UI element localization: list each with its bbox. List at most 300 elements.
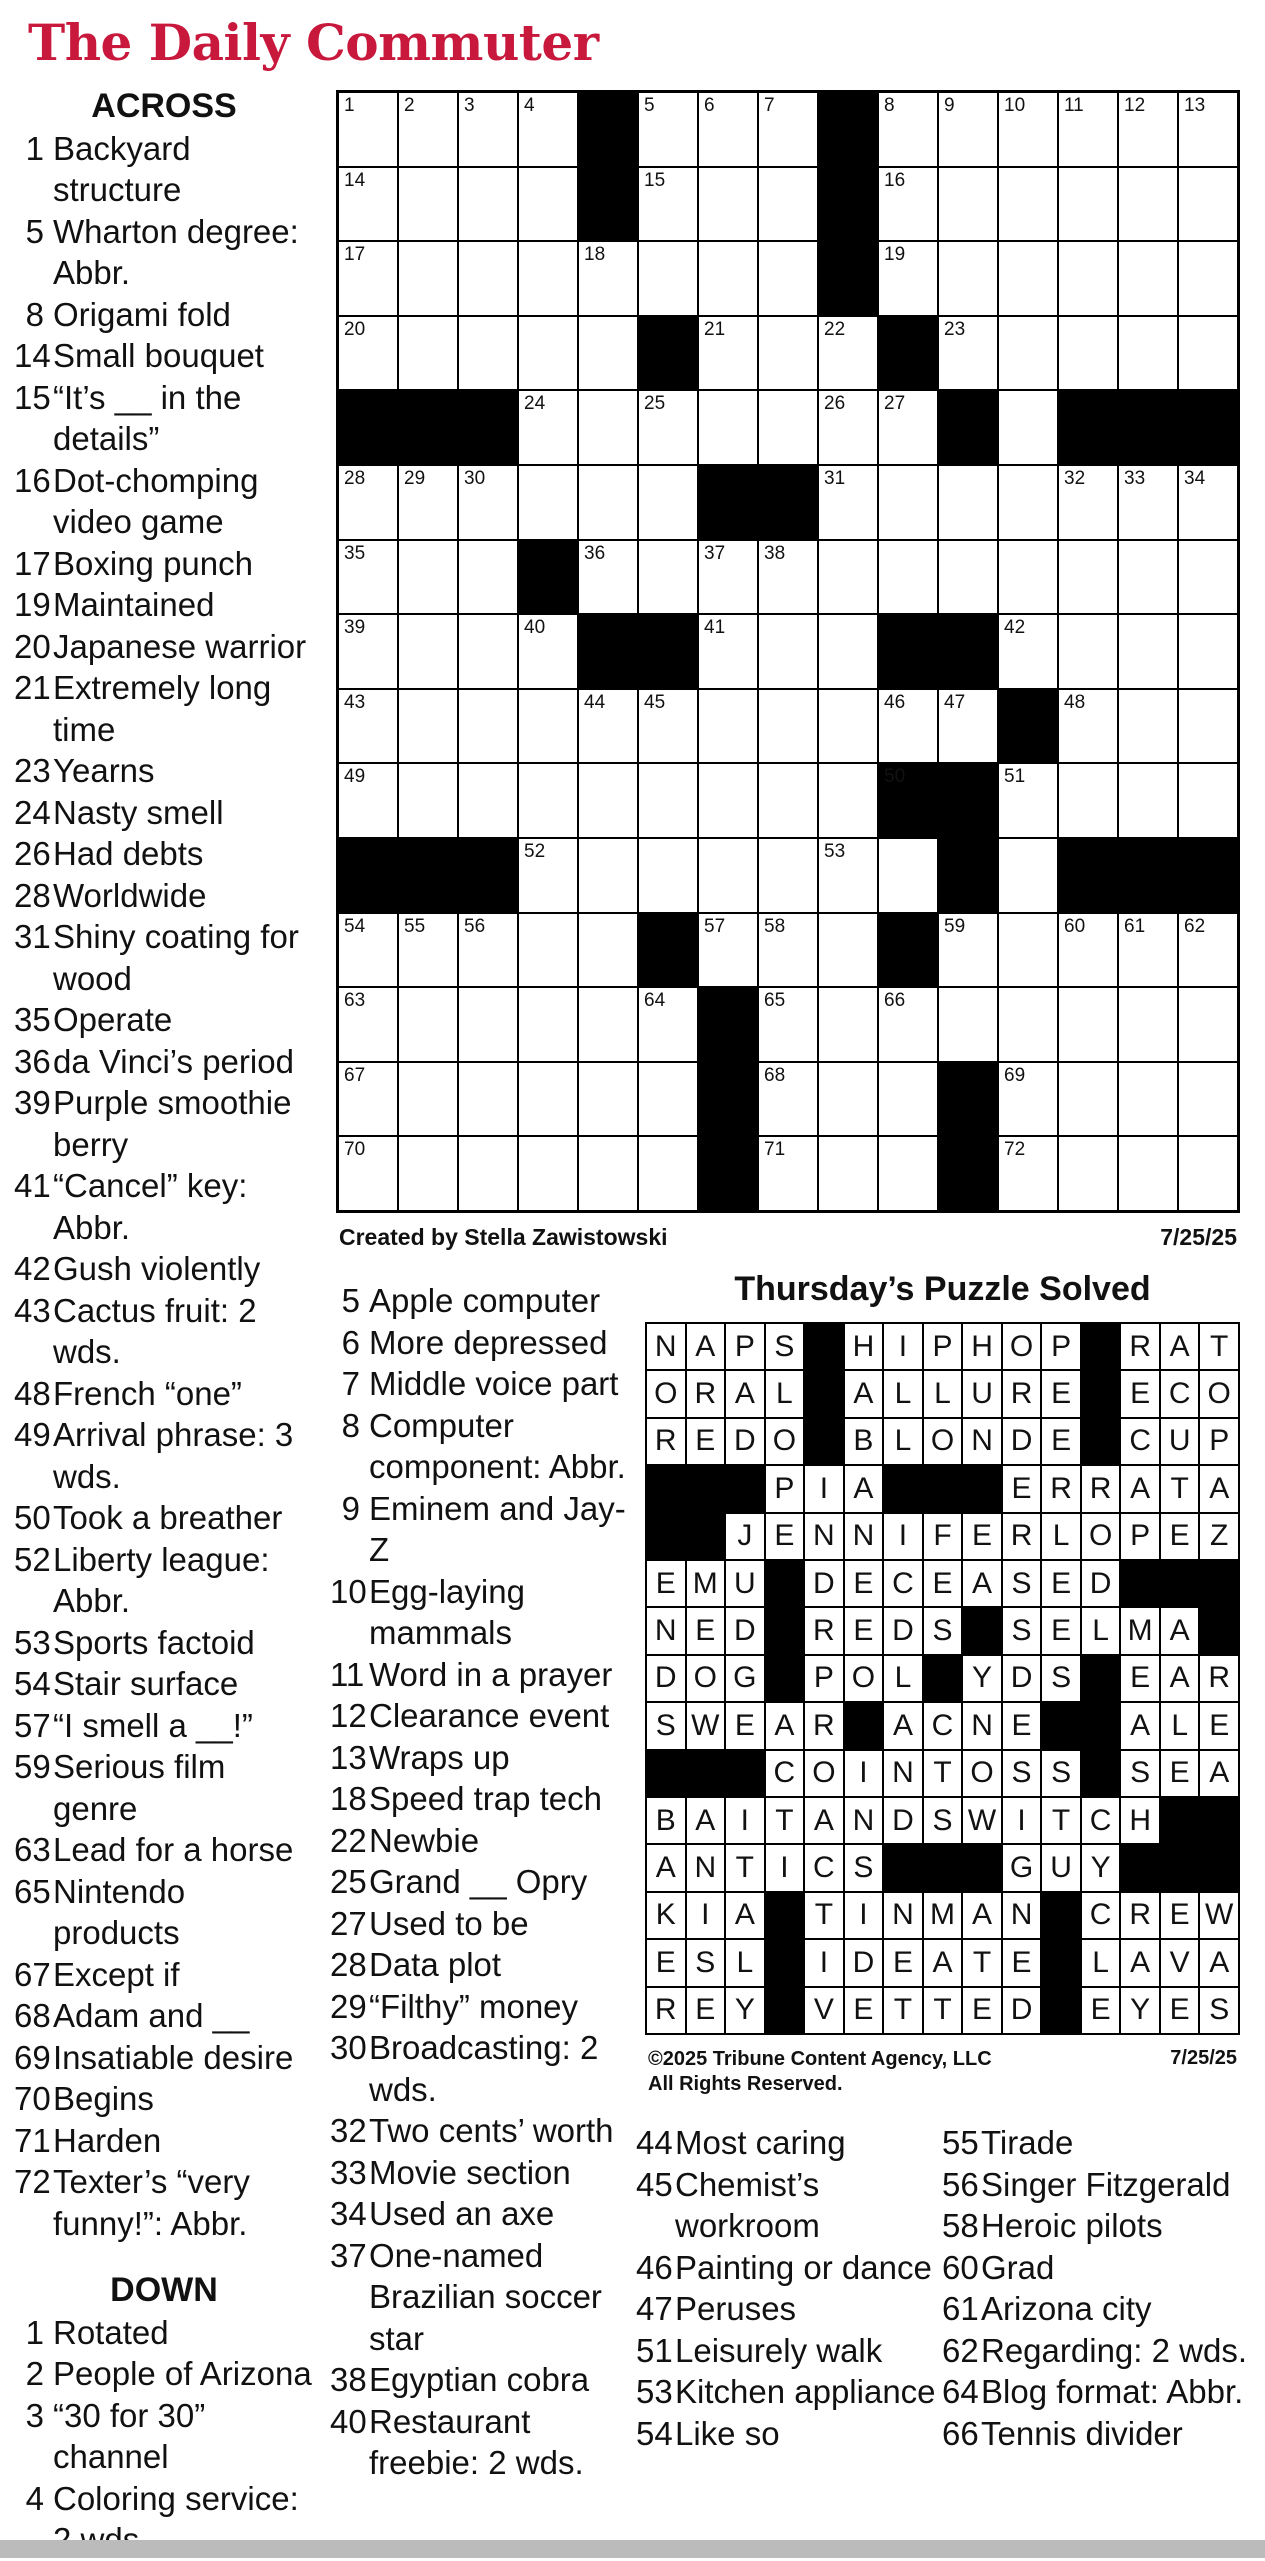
clue-across-20 [14,626,314,668]
grid-cell[interactable] [759,690,817,763]
grid-cell[interactable] [1059,914,1117,987]
grid-cell[interactable] [759,242,817,315]
clue-number: 43 [14,1291,51,1329]
grid-cell[interactable] [579,690,637,763]
clue-number: 36 [14,1042,51,1080]
grid-cell[interactable] [1059,988,1117,1061]
grid-cell[interactable] [819,466,877,539]
grid-cell[interactable] [1059,1063,1117,1136]
cell-number: 47 [944,691,966,713]
grid-cell[interactable] [519,615,577,688]
grid-cell[interactable] [579,466,637,539]
grid-cell[interactable] [399,242,457,315]
grid-cell[interactable] [759,168,817,241]
grid-cell[interactable] [339,93,397,166]
grid-cell[interactable] [699,391,757,464]
grid-cell[interactable] [519,168,577,241]
cell-number: 59 [944,915,966,937]
grid-cell[interactable] [1059,615,1117,688]
grid-cell[interactable] [1059,541,1117,614]
grid-cell[interactable] [1059,168,1117,241]
grid-cell[interactable] [339,764,397,837]
grid-cell[interactable] [759,317,817,390]
solution-letter: A [687,1798,725,1843]
grid-cell[interactable] [879,168,937,241]
clue-text: Arrival phrase: 3 wds. [53,1416,294,1495]
grid-cell[interactable] [339,690,397,763]
grid-cell[interactable] [939,466,997,539]
grid-cell[interactable] [879,242,937,315]
solution-letter: L [884,1371,922,1416]
solution-letter: E [1161,1893,1199,1938]
solution-letter: E [963,1988,1001,2033]
grid-cell[interactable] [339,466,397,539]
grid-cell[interactable] [819,839,877,912]
grid-cell[interactable] [519,391,577,464]
grid-cell[interactable] [1119,242,1177,315]
grid-cell[interactable] [639,1063,697,1136]
solution-letter: A [726,1371,764,1416]
grid-cell[interactable] [879,1137,937,1210]
clue-number: 44 [636,2124,673,2161]
solution-letter: P [1200,1419,1238,1464]
grid-cell[interactable] [999,839,1057,912]
grid-cell[interactable] [519,1063,577,1136]
grid-cell[interactable] [879,1063,937,1136]
grid-cell[interactable] [459,466,517,539]
clue-text: People of Arizona [53,2355,312,2392]
solution-letter: N [963,1419,1001,1464]
grid-cell[interactable] [1059,93,1117,166]
grid-cell[interactable] [519,764,577,837]
solution-letter: T [1161,1466,1199,1511]
grid-cell[interactable] [639,839,697,912]
cell-number: 12 [1124,95,1146,116]
clue-text: Serious film genre [53,1748,226,1827]
solution-letter: L [766,1371,804,1416]
grid-cell[interactable] [399,168,457,241]
clue-text: Cactus fruit: 2 wds. [53,1291,257,1370]
grid-cell[interactable] [939,988,997,1061]
grid-cell[interactable] [579,764,637,837]
grid-cell[interactable] [519,914,577,987]
grid-cell[interactable] [819,690,877,763]
grid-cell[interactable] [699,541,757,614]
grid-cell[interactable] [1119,466,1177,539]
grid-cell[interactable] [999,988,1057,1061]
grid-cell[interactable] [939,242,997,315]
grid-cell[interactable] [999,93,1057,166]
grid-cell[interactable] [1179,317,1237,390]
solution-block [687,1466,725,1511]
cell-number: 19 [884,244,906,266]
grid-cell[interactable] [639,168,697,241]
grid-cell[interactable] [939,914,997,987]
grid-cell[interactable] [819,391,877,464]
grid-cell[interactable] [579,541,637,614]
solution-letter: E [1042,1371,1080,1416]
grid-cell[interactable] [1179,466,1237,539]
grid-cell[interactable] [639,1137,697,1210]
solution-letter: I [1003,1798,1041,1843]
grid-cell[interactable] [699,168,757,241]
solution-letter: B [845,1419,883,1464]
grid-cell[interactable] [1059,690,1117,763]
solution-block [766,1656,804,1701]
cell-number: 36 [584,542,606,564]
grid-cell[interactable] [999,317,1057,390]
clue-number: 7 [341,1365,360,1402]
grid-cell[interactable] [879,988,937,1061]
grid-block [579,615,637,688]
grid-cell[interactable] [759,615,817,688]
grid-cell[interactable] [999,764,1057,837]
cell-number: 53 [824,840,846,862]
grid-cell[interactable] [759,839,817,912]
grid-cell[interactable] [399,615,457,688]
clue-text: Blog format: Abbr. [981,2373,1244,2410]
grid-cell[interactable] [1179,168,1237,241]
clue-number: 53 [14,1623,51,1661]
grid-cell[interactable] [1179,93,1237,166]
clue-number: 31 [14,918,51,955]
grid-cell[interactable] [1119,1137,1177,1210]
solution-letter: F [924,1514,962,1559]
grid-cell[interactable] [999,541,1057,614]
clue-down_col2-12 [330,1695,630,1737]
grid-cell[interactable] [699,242,757,315]
grid-cell[interactable] [999,466,1057,539]
grid-cell[interactable] [1059,1137,1117,1210]
grid-cell[interactable] [759,988,817,1061]
grid-cell[interactable] [699,839,757,912]
clue-down_col2-6 [330,1322,630,1364]
grid-cell[interactable] [699,317,757,390]
newspaper-title: The Daily Commuter [28,13,599,72]
clue-text: Nintendo products [53,1872,186,1951]
grid-cell[interactable] [399,466,457,539]
clue-text: Data plot [369,1946,502,1983]
grid-cell[interactable] [759,1063,817,1136]
down-list-3 [636,2122,936,2454]
solution-letter: A [1200,1940,1238,1985]
grid-cell[interactable] [939,690,997,763]
solution-letter: Y [1121,1988,1159,2033]
cell-number: 41 [704,617,726,639]
grid-cell[interactable] [519,690,577,763]
grid-cell[interactable] [639,690,697,763]
clue-number: 21 [14,669,51,706]
grid-cell[interactable] [399,1137,457,1210]
grid-cell[interactable] [459,988,517,1061]
cell-number: 33 [1124,467,1146,489]
grid-cell[interactable] [1119,1063,1177,1136]
grid-cell[interactable] [699,93,757,166]
clue-number: 41 [14,1167,51,1204]
solution-block [1200,1608,1238,1653]
clue-number: 56 [942,2165,979,2203]
grid-cell[interactable] [939,541,997,614]
cell-number: 28 [344,467,366,489]
grid-cell[interactable] [819,1137,877,1210]
grid-cell[interactable] [879,391,937,464]
grid-cell[interactable] [819,914,877,987]
clue-across-35 [14,999,314,1041]
grid-cell[interactable] [339,541,397,614]
grid-cell[interactable] [699,615,757,688]
grid-cell[interactable] [999,391,1057,464]
solution-block [726,1466,764,1511]
grid-cell[interactable] [819,615,877,688]
grid-cell[interactable] [819,1063,877,1136]
solution-letter: B [647,1798,685,1843]
grid-cell[interactable] [639,466,697,539]
grid-cell[interactable] [639,541,697,614]
solution-letter: R [1003,1514,1041,1559]
grid-block [519,541,577,614]
grid-cell[interactable] [759,914,817,987]
grid-cell[interactable] [339,317,397,390]
clue-number: 60 [942,2248,979,2286]
solution-block [884,1845,922,1890]
cell-number: 56 [464,915,486,937]
solution-block [1200,1798,1238,1843]
grid-cell[interactable] [1059,242,1117,315]
grid-cell[interactable] [399,764,457,837]
grid-cell[interactable] [519,242,577,315]
cell-number: 66 [884,990,906,1012]
grid-cell[interactable] [459,615,517,688]
grid-cell[interactable] [339,914,397,987]
grid-cell[interactable] [819,541,877,614]
grid-cell[interactable] [939,93,997,166]
grid-cell[interactable] [519,466,577,539]
grid-cell[interactable] [999,914,1057,987]
grid-cell[interactable] [1119,988,1177,1061]
grid-cell[interactable] [819,988,877,1061]
solved-puzzle-title: Thursday’s Puzzle Solved [734,1270,1151,1308]
grid-cell[interactable] [459,1063,517,1136]
grid-cell[interactable] [579,242,637,315]
grid-cell[interactable] [1179,242,1237,315]
solution-letter: A [845,1466,883,1511]
cell-number: 69 [1004,1064,1026,1086]
grid-cell[interactable] [459,93,517,166]
grid-cell[interactable] [579,1137,637,1210]
solution-block [766,1608,804,1653]
grid-cell[interactable] [459,317,517,390]
grid-cell[interactable] [399,1063,457,1136]
grid-cell[interactable] [339,615,397,688]
cell-number: 58 [764,915,786,937]
grid-cell[interactable] [459,764,517,837]
clue-text: Movie section [369,2153,571,2191]
grid-cell[interactable] [399,914,457,987]
grid-cell[interactable] [399,93,457,166]
grid-cell[interactable] [699,764,757,837]
solution-letter: N [884,1751,922,1796]
grid-cell[interactable] [699,690,757,763]
cell-number: 51 [1004,766,1026,788]
solution-letter: O [805,1751,843,1796]
grid-cell[interactable] [339,1137,397,1210]
clue-down_col2-33 [330,2152,630,2194]
solution-letter: H [845,1324,883,1369]
grid-cell[interactable] [759,391,817,464]
solution-letter: E [1042,1419,1080,1464]
clue-number: 8 [25,295,44,333]
grid-cell[interactable] [1059,764,1117,837]
grid-cell[interactable] [639,93,697,166]
grid-cell[interactable] [1179,914,1237,987]
grid-cell[interactable] [639,988,697,1061]
solution-letter: N [647,1608,685,1653]
grid-cell[interactable] [639,764,697,837]
cell-number: 52 [524,840,546,862]
clue-text: Heroic pilots [981,2207,1163,2244]
grid-cell[interactable] [759,93,817,166]
grid-cell[interactable] [1119,764,1177,837]
grid-cell[interactable] [459,690,517,763]
grid-cell[interactable] [939,168,997,241]
clue-down_col3-51 [636,2330,936,2372]
grid-cell[interactable] [459,541,517,614]
clue-across-53 [14,1622,314,1664]
grid-cell[interactable] [939,317,997,390]
grid-cell[interactable] [1119,168,1177,241]
grid-cell[interactable] [339,988,397,1061]
grid-cell[interactable] [579,839,637,912]
grid-cell[interactable] [339,168,397,241]
grid-cell[interactable] [579,1063,637,1136]
grid-cell[interactable] [1119,93,1177,166]
grid-cell[interactable] [579,391,637,464]
clue-number: 4 [25,2479,44,2517]
grid-cell[interactable] [1179,1137,1237,1210]
solution-letter: A [805,1798,843,1843]
grid-cell[interactable] [339,242,397,315]
solution-letter: U [1161,1419,1199,1464]
clue-number: 18 [330,1780,367,1817]
grid-cell[interactable] [639,242,697,315]
grid-cell[interactable] [1179,988,1237,1061]
clue-number: 67 [14,1955,51,1993]
grid-cell[interactable] [879,690,937,763]
page-bottom-divider [0,2540,1265,2558]
cell-number: 26 [824,393,846,415]
grid-cell[interactable] [1059,317,1117,390]
grid-cell[interactable] [519,839,577,912]
grid-cell[interactable] [399,988,457,1061]
grid-block [699,1063,757,1136]
grid-cell[interactable] [579,317,637,390]
solution-letter: L [884,1656,922,1701]
grid-cell[interactable] [759,1137,817,1210]
solution-block [1042,1988,1080,2033]
grid-cell[interactable] [759,764,817,837]
grid-cell[interactable] [699,914,757,987]
copyright-line-2: All Rights Reserved. [648,2073,843,2095]
grid-cell[interactable] [819,764,877,837]
grid-cell[interactable] [519,317,577,390]
grid-cell[interactable] [819,317,877,390]
clue-text: Had debts [53,835,204,872]
grid-cell[interactable] [999,1063,1057,1136]
solution-block [924,1466,962,1511]
clue-number: 48 [14,1374,51,1412]
grid-cell[interactable] [399,317,457,390]
clue-down_col2-27 [330,1903,630,1945]
grid-cell[interactable] [519,1137,577,1210]
grid-cell[interactable] [519,93,577,166]
grid-cell[interactable] [1179,1063,1237,1136]
grid-cell[interactable] [459,168,517,241]
down-list-4 [942,2122,1252,2454]
grid-cell[interactable] [399,690,457,763]
grid-cell[interactable] [1179,764,1237,837]
cell-number: 49 [344,766,366,788]
grid-cell[interactable] [759,541,817,614]
grid-cell[interactable] [639,391,697,464]
clue-down_col3-53 [636,2371,936,2413]
clue-text: Broadcasting: 2 wds. [369,2029,599,2108]
solution-letter: D [1003,1988,1041,2033]
solution-letter: J [726,1514,764,1559]
grid-cell[interactable] [1119,541,1177,614]
solution-letter: R [647,1419,685,1464]
clue-text: Tennis divider [981,2414,1183,2452]
grid-cell[interactable] [459,1137,517,1210]
grid-cell[interactable] [399,541,457,614]
solution-letter: I [805,1466,843,1511]
clue-number: 29 [330,1987,367,2025]
grid-cell[interactable] [879,466,937,539]
grid-cell[interactable] [999,615,1057,688]
clue-down_col4-55 [942,2122,1252,2164]
cell-number: 10 [1004,95,1026,116]
solution-letter: N [845,1514,883,1559]
down-list-1 [14,2312,314,2561]
cell-number: 48 [1064,691,1086,713]
cell-number: 30 [464,467,486,489]
grid-cell[interactable] [519,988,577,1061]
grid-cell[interactable] [1119,615,1177,688]
grid-cell[interactable] [879,541,937,614]
clue-text: Japanese warrior [53,627,307,665]
grid-cell[interactable] [459,914,517,987]
grid-cell[interactable] [999,168,1057,241]
grid-cell[interactable] [999,1137,1057,1210]
grid-cell[interactable] [1179,541,1237,614]
grid-cell[interactable] [999,242,1057,315]
grid-cell[interactable] [1179,690,1237,763]
solution-letter: H [1121,1798,1159,1843]
grid-cell[interactable] [459,242,517,315]
grid-cell[interactable] [1179,615,1237,688]
grid-cell[interactable] [579,914,637,987]
grid-cell[interactable] [1119,914,1177,987]
grid-cell[interactable] [879,839,937,912]
clue-down_col2-25 [330,1861,630,1903]
grid-cell[interactable] [1119,317,1177,390]
grid-block [879,615,937,688]
solution-letter: R [1121,1324,1159,1369]
grid-cell[interactable] [1119,690,1177,763]
grid-cell[interactable] [879,93,937,166]
grid-cell[interactable] [339,1063,397,1136]
grid-cell[interactable] [579,988,637,1061]
grid-cell[interactable] [1059,466,1117,539]
